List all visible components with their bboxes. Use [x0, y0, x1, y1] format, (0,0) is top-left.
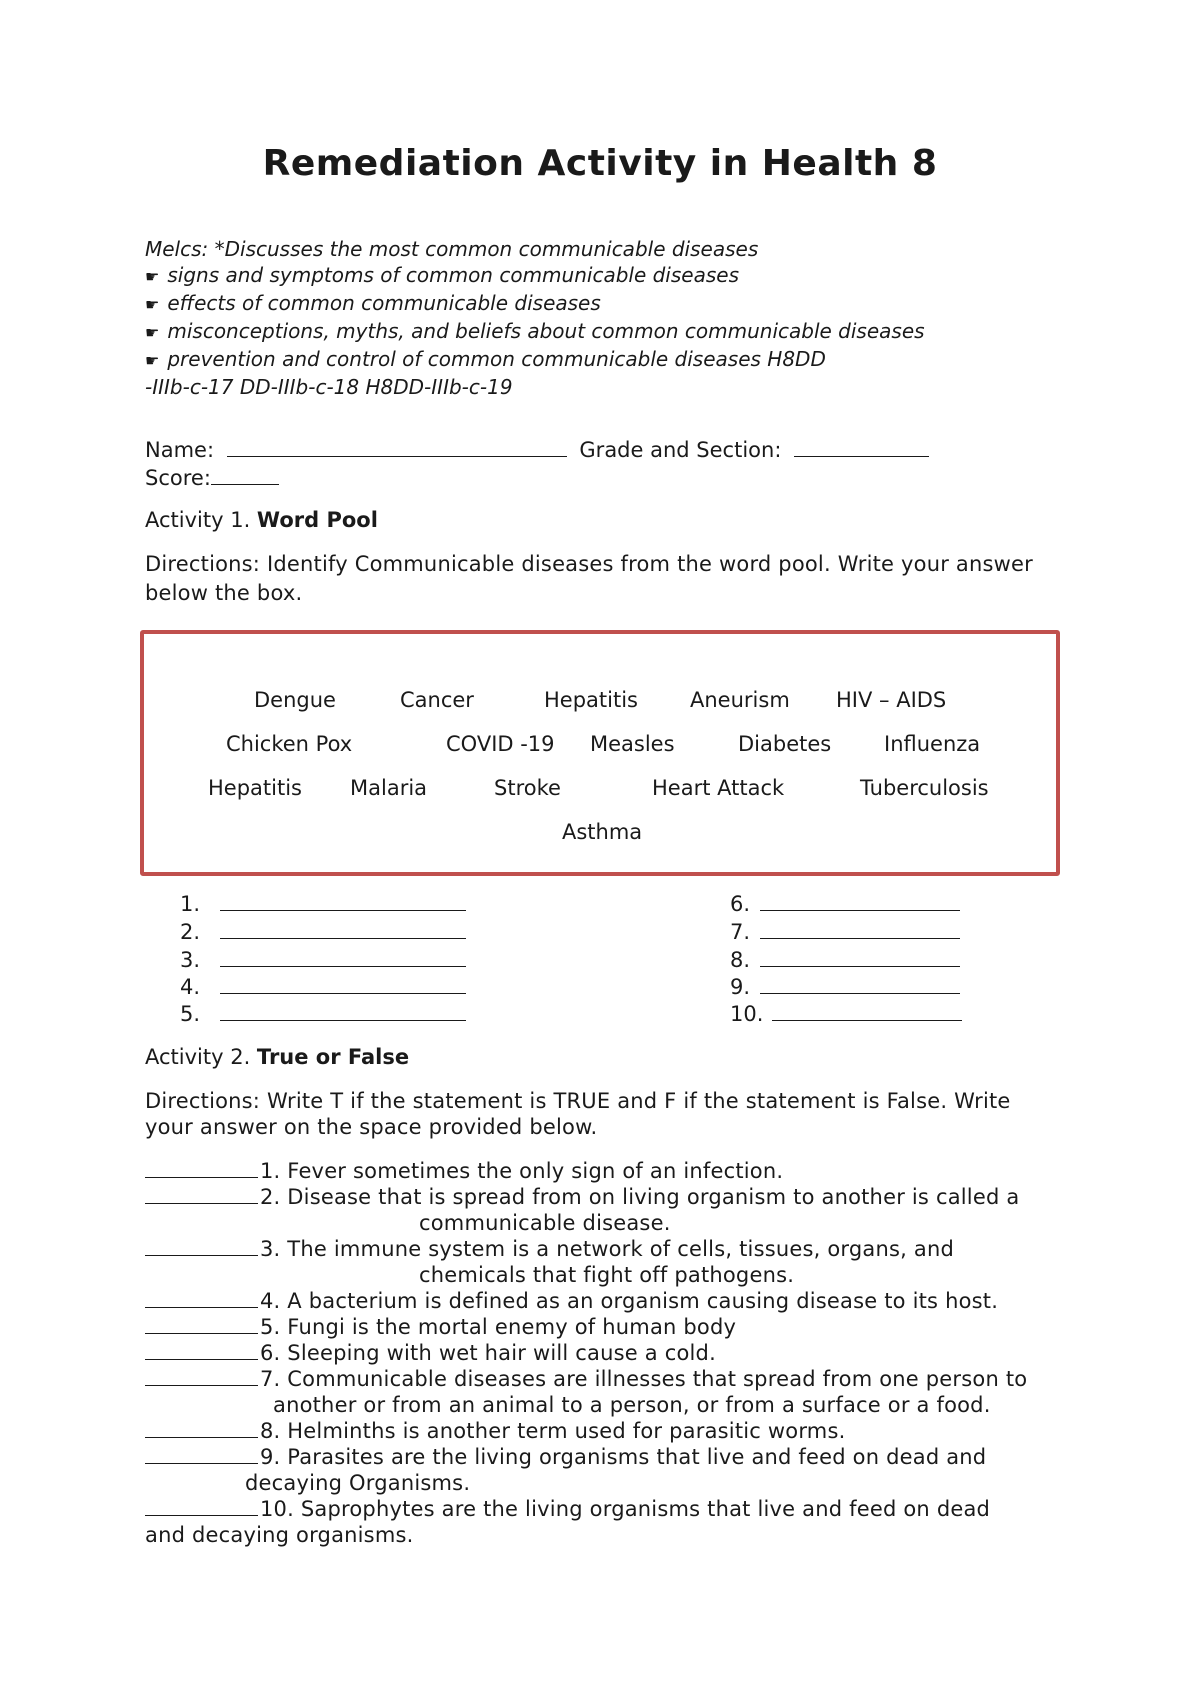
score-field[interactable] — [211, 464, 279, 485]
answer-field[interactable] — [220, 918, 466, 939]
answer-line: 1. — [180, 890, 466, 916]
word-pool-word: COVID -19 — [446, 732, 555, 756]
word-pool-word: Hepatitis — [208, 776, 302, 800]
melcs-bullet: ☛ effects of common communicable diseases — [145, 290, 1105, 318]
tf-answer-field[interactable] — [145, 1495, 258, 1516]
word-pool-word: Chicken Pox — [226, 732, 353, 756]
answer-line: 10. — [730, 1000, 962, 1026]
tf-answer-field[interactable] — [145, 1417, 258, 1438]
word-pool-box — [140, 630, 1060, 876]
tf-item: 2. Disease that is spread from on living organism to another is called a communicable disease. — [145, 1183, 1065, 1236]
activity1-title: Word Pool — [256, 508, 378, 532]
answer-line: 5. — [180, 1000, 466, 1026]
tf-answer-field[interactable] — [145, 1157, 258, 1178]
page-title: Remediation Activity in Health 8 — [262, 143, 938, 184]
tf-item: 3. The immune system is a network of cells, tissues, organs, and chemicals that fight off pathogens. — [145, 1235, 1065, 1288]
tf-answer-field[interactable] — [145, 1287, 258, 1308]
word-pool-word: Heart Attack — [652, 776, 785, 800]
answer-line: 8. — [730, 946, 960, 972]
word-pool-word: Measles — [590, 732, 675, 756]
tf-item: 5. Fungi is the mortal enemy of human body — [145, 1313, 1065, 1340]
answer-field[interactable] — [760, 973, 960, 994]
name-label: Name: — [145, 438, 215, 462]
melcs-intro: Melcs: *Discusses the most common communicable diseases — [145, 237, 759, 261]
name-grade-row — [145, 436, 929, 462]
pointing-hand-icon: ☛ — [145, 323, 160, 342]
word-pool-word: Stroke — [494, 776, 561, 800]
answer-line: 7. — [730, 918, 960, 944]
pointing-hand-icon: ☛ — [145, 267, 160, 286]
answer-line: 4. — [180, 973, 466, 999]
tf-answer-field[interactable] — [145, 1183, 258, 1204]
grade-section-field[interactable] — [794, 436, 929, 457]
word-pool-word: Hepatitis — [544, 688, 638, 712]
answer-field[interactable] — [220, 1000, 466, 1021]
word-pool-word: Diabetes — [738, 732, 832, 756]
answer-field[interactable] — [760, 918, 960, 939]
melcs-bullet: ☛ signs and symptoms of common communicable diseases — [145, 262, 1105, 290]
word-pool-word: Malaria — [350, 776, 428, 800]
answer-line: 3. — [180, 946, 466, 972]
tf-answer-field[interactable] — [145, 1313, 258, 1334]
word-pool-word: Influenza — [884, 732, 981, 756]
answer-field[interactable] — [220, 890, 466, 911]
tf-item: 1. Fever sometimes the only sign of an infection. — [145, 1157, 1065, 1184]
tf-answer-field[interactable] — [145, 1365, 258, 1386]
answer-line: 6. — [730, 890, 960, 916]
tf-item: 4. A bacterium is defined as an organism causing disease to its host. — [145, 1287, 1065, 1314]
pointing-hand-icon: ☛ — [145, 351, 160, 370]
answer-field[interactable] — [220, 973, 466, 994]
tf-item: 7. Communicable diseases are illnesses that spread from one person to another or from an animal to a person, or from a surface or a food. — [145, 1365, 1065, 1418]
answer-field[interactable] — [760, 890, 960, 911]
score-row — [145, 464, 279, 490]
pointing-hand-icon: ☛ — [145, 295, 160, 314]
answer-line: 9. — [730, 973, 960, 999]
tf-item: 8. Helminths is another term used for parasitic worms. — [145, 1417, 1065, 1444]
word-pool-word: Cancer — [400, 688, 474, 712]
grade-section-label: Grade and Section: — [579, 438, 782, 462]
word-pool-word: Tuberculosis — [860, 776, 989, 800]
tf-item: 9. Parasites are the living organisms that live and feed on dead and decaying Organisms. — [145, 1443, 1065, 1496]
activity1-directions: Directions: Identify Communicable diseases from the word pool. Write your answer below the box. — [145, 552, 1033, 605]
word-pool-word: Dengue — [254, 688, 336, 712]
answer-field[interactable] — [760, 946, 960, 967]
answer-line: 2. — [180, 918, 466, 944]
activity2-heading: Activity 2. True or False — [145, 1045, 410, 1069]
melcs-codes: -IIIb-c-17 DD-IIIb-c-18 H8DD-IIIb-c-19 — [145, 375, 513, 399]
melcs-section — [145, 236, 1105, 400]
melcs-bullet: ☛ misconceptions, myths, and beliefs about common communicable diseases — [145, 318, 1105, 346]
name-field[interactable] — [227, 436, 567, 457]
answer-field[interactable] — [772, 1000, 962, 1021]
tf-answer-field[interactable] — [145, 1339, 258, 1360]
tf-answer-field[interactable] — [145, 1443, 258, 1464]
word-pool-word: Aneurism — [690, 688, 790, 712]
activity2-title: True or False — [256, 1045, 410, 1069]
answer-field[interactable] — [220, 946, 466, 967]
score-label: Score: — [145, 466, 211, 490]
tf-item: 10. Saprophytes are the living organisms that live and feed on dead and decaying organisms. — [145, 1497, 991, 1547]
word-pool-word: HIV – AIDS — [836, 688, 947, 712]
word-pool-word: Asthma — [562, 820, 643, 844]
activity1-heading: Activity 1. Word Pool — [145, 508, 378, 532]
tf-answer-field[interactable] — [145, 1235, 258, 1256]
melcs-bullet: ☛ prevention and control of common communicable diseases H8DD — [145, 346, 1105, 374]
tf-item: 6. Sleeping with wet hair will cause a cold. — [145, 1339, 1065, 1366]
activity2-directions: Directions: Write T if the statement is TRUE and F if the statement is False. Write your answer on the space provided below. — [145, 1089, 1011, 1139]
